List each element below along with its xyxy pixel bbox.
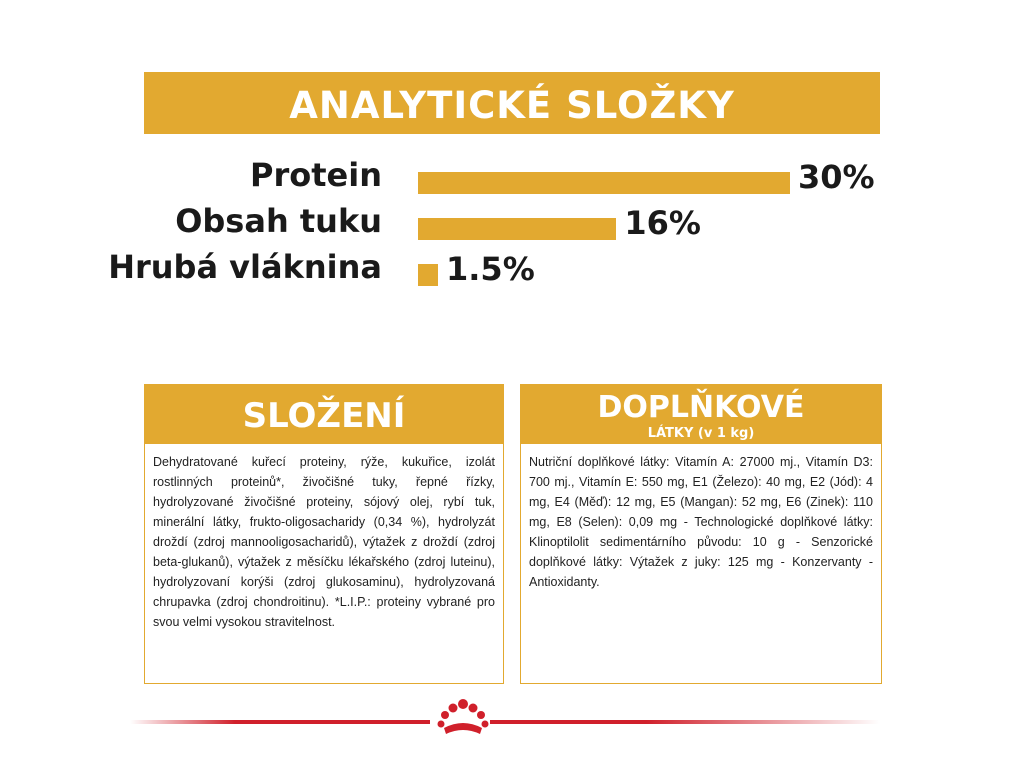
analytics-value: 16% — [624, 204, 701, 242]
analytics-title: ANALYTICKÉ SLOŽKY — [289, 84, 735, 127]
additives-header — [520, 384, 882, 444]
analytics-bar — [418, 218, 616, 240]
analytics-value: 1.5% — [446, 250, 535, 288]
analytics-value: 30% — [798, 158, 875, 196]
analytics-row-fat — [144, 202, 904, 248]
analytics-bar — [418, 172, 790, 194]
additives-text: Nutriční doplňkové látky: Vitamín A: 27000 mj., Vitamín D3: 700 mj., Vitamín E: 550 mg, E1 (Železo): 40 mg, E2 (Jód): 4 mg, E4 (Měď): 12 mg, E5 (Mangan): 52 mg, E6 (Zinek): 110 mg, E8 (Selen): 0,09 mg - Technologické doplňkové látky: Klinoptilolit sedimentárního původu: 10 g - Senzorické doplňkové látky: Výtažek z juky: 125 mg - Konzervanty - Antioxidanty. — [529, 455, 873, 589]
analytics-label: Protein — [250, 156, 382, 194]
composition-text: Dehydratované kuřecí proteiny, rýže, kukuřice, izolát rostlinných proteinů*, živočišné tuky, řepné řízky, hydrolyzované živočišné proteiny, sójový olej, rybí tuk, minerální látky, frukto-oligosacharidy (0,34 %), hydrolyzát droždí (zdroj mannooligosacharidů), výtažek z droždí (zdroj beta-glukanů), výtažek z měsíčku lékařského (zdroj luteinu), hydrolyzovaní korýši (zdroj glukosaminu), hydrolyzovaná chrupavka (zdroj chondroitinu). *L.I.P.: proteiny vybrané pro svou velmi vysokou stravitelnost. — [153, 455, 495, 629]
analytics-label: Hrubá vláknina — [108, 248, 382, 286]
footer-line-left — [130, 720, 430, 724]
additives-title: DOPLŇKOVÉ — [597, 390, 805, 425]
additives-subtitle: LÁTKY (v 1 kg) — [647, 426, 755, 441]
analytics-label: Obsah tuku — [175, 202, 382, 240]
composition-title: SLOŽENÍ — [242, 396, 406, 436]
analytics-row-fiber — [108, 248, 904, 294]
additives-panel — [520, 444, 882, 684]
analytics-row-protein — [144, 156, 904, 202]
analytics-bar — [418, 264, 438, 286]
royal-canin-crown-icon — [436, 696, 490, 740]
analytics-banner — [144, 72, 880, 134]
composition-header — [144, 384, 504, 444]
footer-line-right — [490, 720, 880, 724]
composition-panel — [144, 444, 504, 684]
